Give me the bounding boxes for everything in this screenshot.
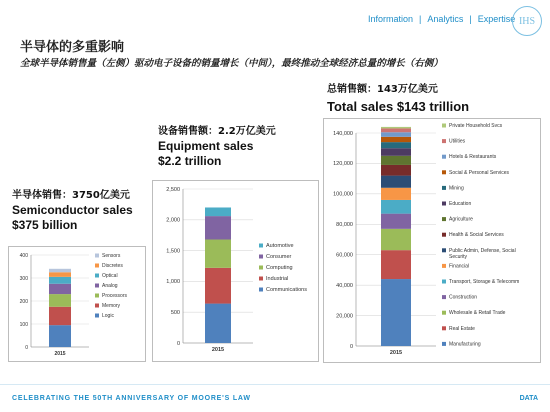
legend-swatch: [442, 202, 446, 206]
top-nav: [368, 14, 515, 24]
legend-label: Health & Social Services: [449, 232, 504, 239]
y-tick-label: 40,000: [336, 282, 353, 289]
total-label-cn: 总销售额：143万亿美元: [327, 84, 438, 95]
bar-segment-education: [381, 148, 411, 156]
legend-swatch: [442, 139, 446, 143]
legend-label: Mining: [449, 185, 464, 192]
bar-segment-public-admin-defense-social-security: [381, 176, 411, 188]
bar-segment-analog: [49, 284, 71, 294]
legend-swatch: [442, 155, 446, 159]
y-tick-label: 0: [176, 340, 180, 347]
legend-swatch: [95, 294, 99, 298]
bar-segment-utilities: [381, 128, 411, 132]
bar-segment-computing: [205, 240, 231, 268]
bar-segment-optical: [49, 277, 71, 284]
legend-swatch: [442, 311, 446, 315]
legend-label: Discretes: [102, 263, 123, 269]
semiconductor-label-en: Semiconductor sales: [12, 203, 133, 217]
legend-label: Industrial: [266, 276, 289, 282]
y-tick-label: 2,000: [166, 217, 180, 224]
legend-label: Computing: [266, 265, 293, 271]
legend-swatch: [95, 264, 99, 268]
bar-segment-manufacturing: [381, 279, 411, 346]
legend-swatch: [442, 217, 446, 221]
bar-segment-automotive: [205, 207, 231, 216]
legend-swatch: [95, 314, 99, 318]
legend-label: Optical: [102, 273, 118, 279]
nav-separator: |: [469, 14, 472, 24]
bar-segment-wholesale-retail-trade: [381, 229, 411, 250]
bar-segment-communications: [205, 304, 231, 343]
legend-swatch: [442, 264, 446, 268]
legend-swatch: [95, 274, 99, 278]
legend-swatch: [95, 254, 99, 258]
legend-label: Consumer: [266, 254, 292, 260]
total-label-en: Total sales $143 trillion: [327, 99, 470, 114]
bar-segment-processors: [49, 294, 71, 307]
page-subtitle: 全球半导体销售量（左侧）驱动电子设备的销量增长（中间），最终推动全球经济总量的增长（右侧）: [20, 58, 443, 69]
legend-swatch: [442, 280, 446, 284]
legend-label: Agriculture: [449, 216, 473, 223]
footer-text: CELEBRATING THE 50TH ANNIVERSARY OF MOORE'S LAW: [12, 395, 251, 402]
legend-label: Automotive: [266, 243, 294, 249]
legend-swatch: [259, 288, 263, 292]
legend-swatch: [95, 304, 99, 308]
legend-label: Sensors: [102, 253, 121, 259]
legend-label: Analog: [102, 283, 118, 289]
nav-analytics[interactable]: Analytics: [427, 14, 464, 24]
legend-label: Real Estate: [449, 325, 475, 332]
y-tick-label: 100: [19, 321, 28, 328]
legend-label: Social & Personal Services: [449, 169, 510, 176]
y-tick-label: 2,500: [166, 186, 180, 193]
bar-segment-construction: [381, 214, 411, 229]
x-tick-label: 2015: [54, 351, 66, 357]
y-tick-label: 0: [349, 343, 353, 350]
legend-label: Education: [449, 201, 472, 207]
legend-swatch: [442, 342, 446, 346]
legend-label: Financial: [449, 263, 470, 270]
equipment-chart-svg: [153, 181, 318, 361]
legend-label: Communications: [266, 287, 307, 293]
legend-swatch: [442, 233, 446, 237]
legend-swatch: [442, 326, 446, 330]
legend-label: Memory: [102, 303, 121, 309]
equipment-label-block: [158, 122, 328, 169]
bar-segment-real-estate: [381, 250, 411, 279]
x-tick-label: 2015: [211, 347, 225, 353]
y-tick-label: 60,000: [336, 252, 353, 259]
equipment-label-cn: 设备销售额：2.2万亿美元: [158, 126, 276, 137]
bar-segment-memory: [49, 307, 71, 325]
legend-swatch: [95, 284, 99, 288]
legend-swatch: [259, 266, 263, 270]
bar-segment-consumer: [205, 216, 231, 239]
y-tick-label: 120,000: [333, 161, 353, 168]
y-tick-label: 200: [19, 298, 28, 305]
bar-segment-health-social-services: [381, 165, 411, 176]
legend-label: Logic: [102, 313, 114, 319]
footer-data-label: DATA: [519, 395, 538, 402]
legend-label: Utilities: [449, 138, 466, 145]
legend-label: Security: [449, 253, 468, 260]
semiconductor-chart: [8, 246, 146, 362]
semiconductor-label-cn: 半导体销售：3750亿美元: [12, 190, 130, 201]
y-tick-label: 400: [19, 252, 28, 259]
bar-segment-financial: [381, 188, 411, 200]
bar-segment-agriculture: [381, 156, 411, 165]
y-tick-label: 1,000: [166, 279, 180, 286]
y-tick-label: 140,000: [333, 130, 353, 137]
semiconductor-value-en: $375 billion: [12, 218, 78, 232]
footer-divider: [0, 384, 550, 385]
legend-swatch: [442, 124, 446, 128]
legend-swatch: [442, 295, 446, 299]
total-sales-chart: [323, 118, 541, 363]
legend-swatch: [442, 170, 446, 174]
legend-label: Transport, Storage & Telecomm: [449, 279, 520, 285]
legend-label: Public Admin, Defense, Social: [449, 247, 516, 254]
legend-swatch: [259, 277, 263, 281]
footer: [0, 384, 550, 412]
legend-label: Construction: [449, 294, 478, 301]
semiconductor-label-block: [12, 186, 162, 233]
nav-expertise[interactable]: Expertise: [477, 14, 516, 24]
nav-information[interactable]: Information: [368, 14, 414, 24]
legend-swatch: [259, 244, 263, 248]
legend-label: Hotels & Restaurants: [449, 154, 497, 161]
equipment-value-en: $2.2 trillion: [158, 154, 222, 168]
bar-segment-discretes: [49, 272, 71, 277]
legend-swatch: [442, 248, 446, 252]
bar-segment-private-household-svcs: [381, 127, 411, 129]
bar-segment-social-personal-services: [381, 137, 411, 142]
y-tick-label: 80,000: [336, 222, 353, 229]
legend-label: Private Household Svcs: [449, 123, 503, 129]
bar-segment-sensors: [49, 269, 71, 272]
y-tick-label: 500: [170, 310, 180, 316]
y-tick-label: 1,500: [166, 248, 180, 255]
equipment-chart: [152, 180, 319, 362]
bar-segment-mining: [381, 142, 411, 148]
y-tick-label: 20,000: [336, 313, 353, 320]
bar-segment-industrial: [205, 268, 231, 304]
ihs-logo: IHS: [512, 6, 542, 36]
legend-label: Wholesale & Retail Trade: [449, 310, 506, 317]
total-sales-chart-svg: [324, 119, 540, 362]
legend-label: Processors: [102, 293, 128, 299]
equipment-label-en: Equipment sales: [158, 139, 254, 153]
bar-segment-hotels-restaurants: [381, 132, 411, 137]
y-tick-label: 100,000: [333, 191, 353, 198]
nav-separator: |: [419, 14, 422, 24]
legend-label: Manufacturing: [449, 341, 481, 348]
bar-segment-transport-storage-telecomm: [381, 200, 411, 214]
page-title: 半导体的多重影响: [20, 40, 125, 55]
x-tick-label: 2015: [389, 350, 403, 356]
y-tick-label: 300: [19, 275, 28, 282]
y-tick-label: 0: [25, 344, 28, 351]
legend-swatch: [442, 186, 446, 190]
total-label-block: [327, 80, 537, 114]
bar-segment-logic: [49, 325, 71, 347]
semiconductor-chart-svg: [9, 247, 145, 361]
legend-swatch: [259, 255, 263, 259]
